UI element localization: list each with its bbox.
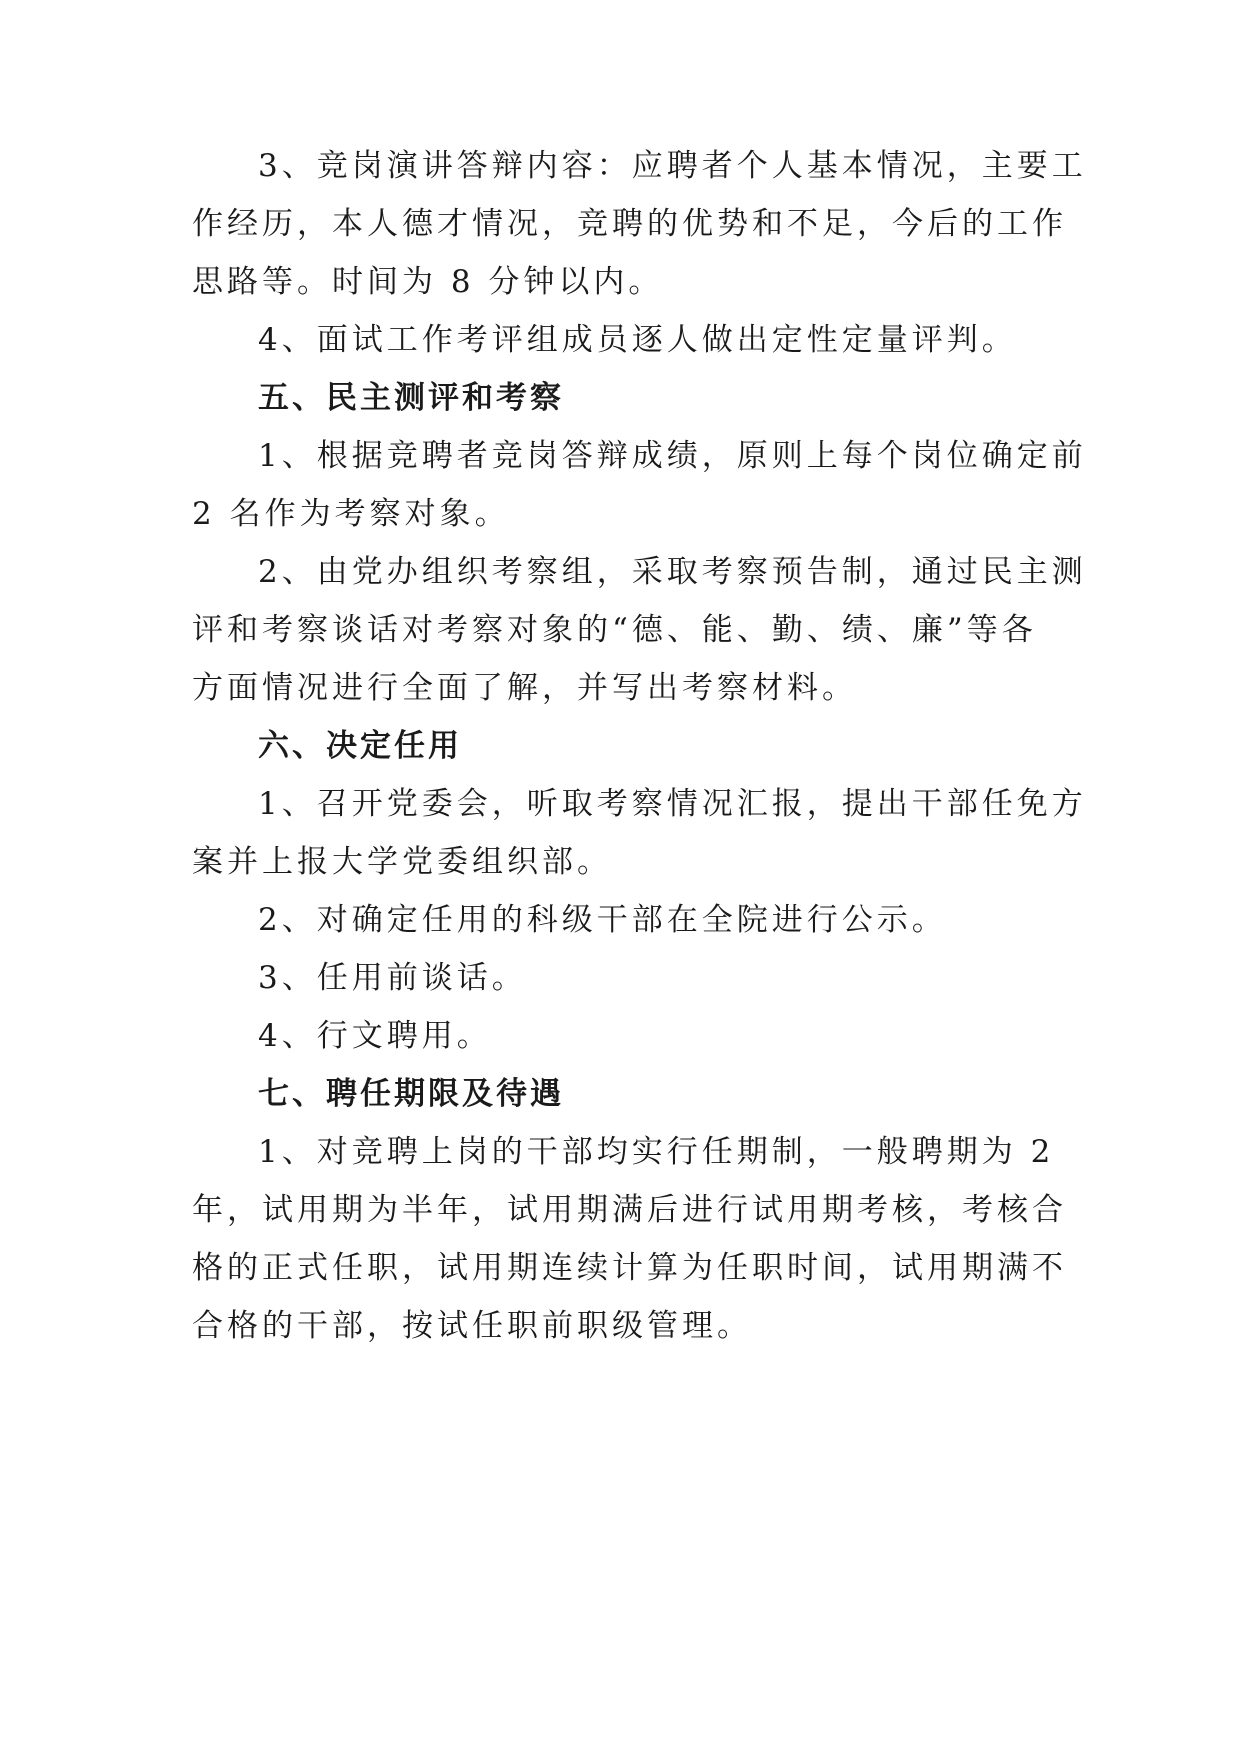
section-heading: 七、聘任期限及待遇 (258, 1076, 564, 1112)
paragraph-line: 合格的干部，按试任职前职级管理。 (192, 1308, 752, 1344)
section-heading: 五、民主测评和考察 (258, 380, 564, 416)
paragraph-line: 4、面试工作考评组成员逐人做出定性定量评判。 (258, 322, 1017, 358)
paragraph-line: 4、行文聘用。 (258, 1018, 492, 1054)
paragraph-line: 作经历，本人德才情况，竞聘的优势和不足，今后的工作 (192, 206, 1067, 242)
paragraph-line: 2、由党办组织考察组，采取考察预告制，通过民主测 (258, 554, 1087, 590)
paragraph-line: 思路等。时间为 8 分钟以内。 (192, 264, 664, 300)
paragraph-line: 1、召开党委会，听取考察情况汇报，提出干部任免方 (258, 786, 1087, 822)
paragraph-line: 3、任用前谈话。 (258, 960, 527, 996)
paragraph-line: 3、竞岗演讲答辩内容：应聘者个人基本情况，主要工 (258, 148, 1087, 184)
paragraph-line: 案并上报大学党委组织部。 (192, 844, 612, 880)
paragraph-line: 2、对确定任用的科级干部在全院进行公示。 (258, 902, 947, 938)
section-heading: 六、决定任用 (258, 728, 462, 764)
paragraph-line: 年，试用期为半年，试用期满后进行试用期考核，考核合 (192, 1192, 1067, 1228)
paragraph-line: 格的正式任职，试用期连续计算为任职时间，试用期满不 (192, 1250, 1067, 1286)
paragraph-line: 1、根据竞聘者竞岗答辩成绩，原则上每个岗位确定前 (258, 438, 1087, 474)
paragraph-line: 方面情况进行全面了解，并写出考察材料。 (192, 670, 857, 706)
paragraph-line: 1、对竞聘上岗的干部均实行任期制，一般聘期为 2 (258, 1134, 1055, 1170)
paragraph-line: 2 名作为考察对象。 (192, 496, 510, 532)
paragraph-line: 评和考察谈话对考察对象的“德、能、勤、绩、廉”等各 (192, 612, 1037, 648)
